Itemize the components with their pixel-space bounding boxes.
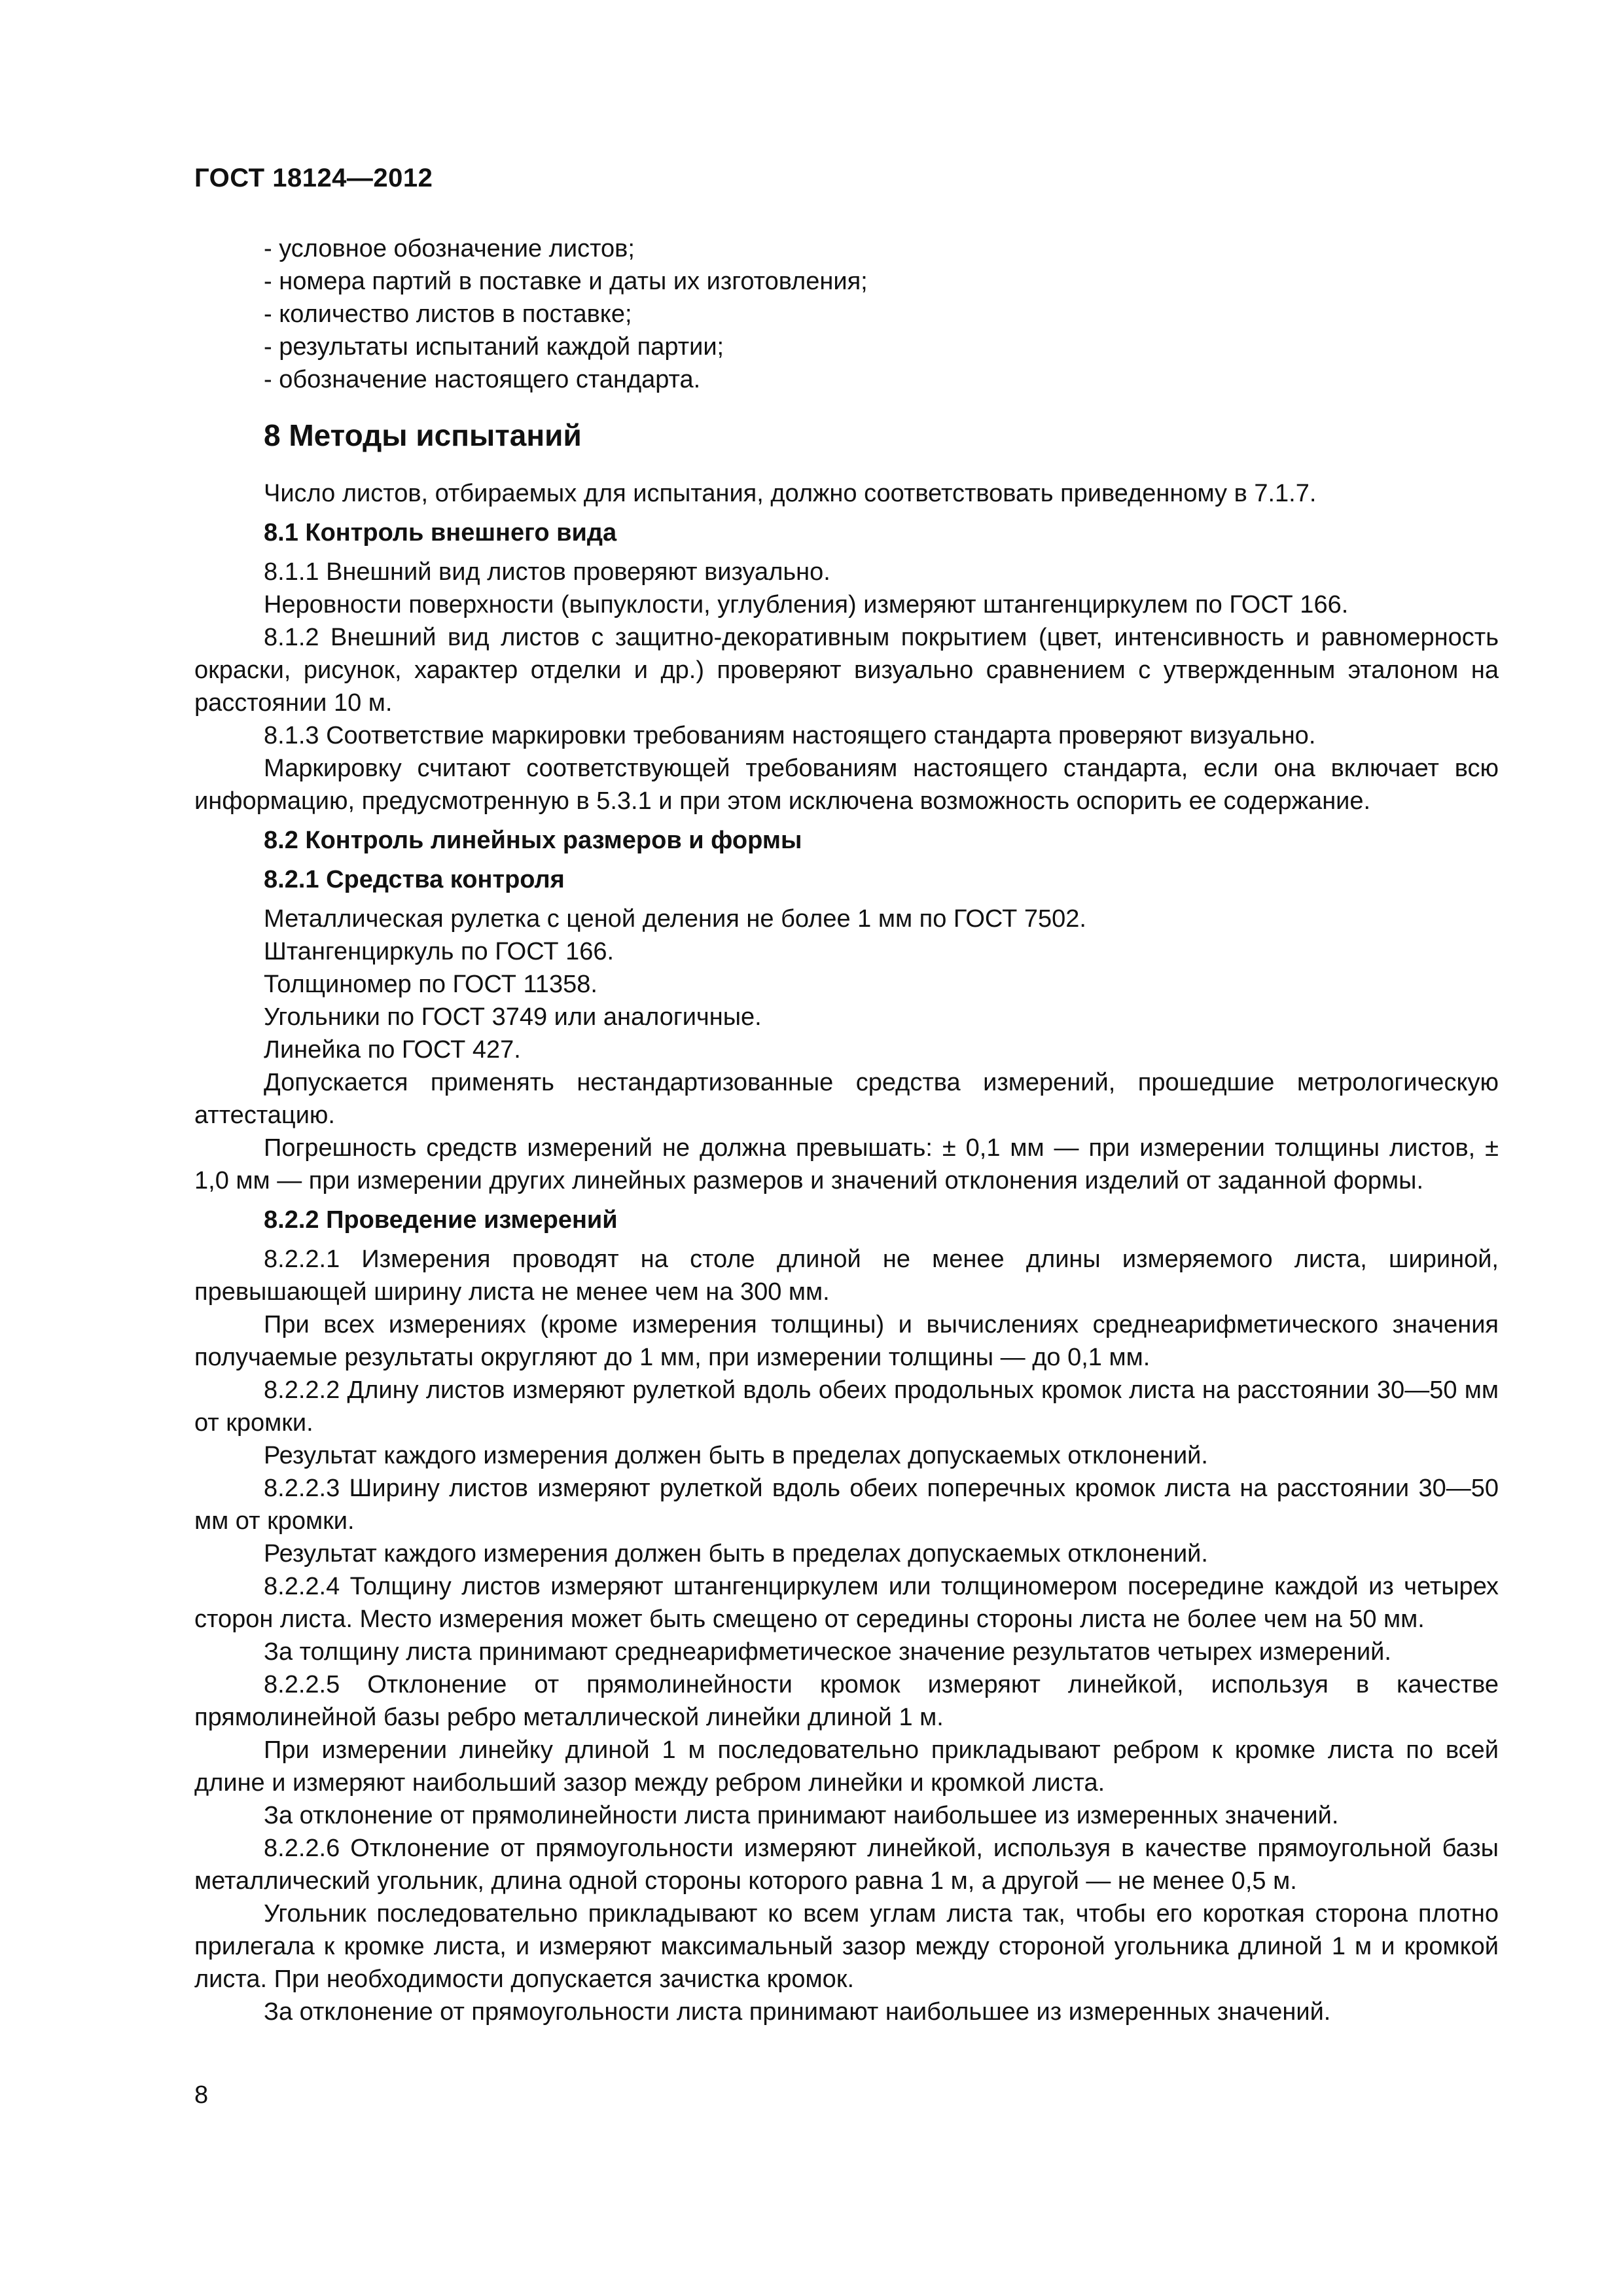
section-8-heading: 8 Методы испытаний xyxy=(264,418,582,452)
standard-header: ГОСТ 18124—2012 xyxy=(194,164,433,192)
tool-item: Угольники по ГОСТ 3749 или аналогичные. xyxy=(264,1003,762,1031)
list-item: - количество листов в поставке; xyxy=(264,300,632,328)
list-item: - номера партий в поставке и даты их изготовления; xyxy=(264,268,868,295)
paragraph: За толщину листа принимают среднеарифметическое значение результатов четырех измерений. xyxy=(264,1638,1391,1666)
paragraph: Допускается применять нестандартизованные средства измерений, прошедшие метрологическую аттестацию. xyxy=(194,1069,1499,1129)
page-number: 8 xyxy=(194,2081,209,2109)
list-item: - обозначение настоящего стандарта. xyxy=(264,366,701,393)
paragraph: Результат каждого измерения должен быть в пределах допускаемых отклонений. xyxy=(264,1540,1208,1568)
paragraph: 8.2.2.1 Измерения проводят на столе длиной не менее длины измеряемого листа, шириной, превышающей ширину листа не менее чем на 300 мм. xyxy=(194,1246,1499,1306)
tool-item: Толщиномер по ГОСТ 11358. xyxy=(264,971,597,998)
paragraph: Угольник последовательно прикладывают ко всем углам листа так, чтобы его короткая сторона плотно прилегала к кромке листа, и измеряют максимальный зазор между стороной угольника длиной 1 м и кромкой листа. При необходимости допускается зачистка кромок. xyxy=(194,1900,1499,1993)
paragraph: 8.2.2.3 Ширину листов измеряют рулеткой вдоль обеих поперечных кромок листа на расстоянии 30—50 мм от кромки. xyxy=(194,1475,1499,1535)
paragraph: Погрешность средств измерений не должна превышать: ± 0,1 мм — при измерении толщины листов, ± 1,0 мм — при измерении других линейных размеров и значений отклонения изделий от заданной формы. xyxy=(194,1134,1499,1194)
paragraph: 8.1.3 Соответствие маркировки требованиям настоящего стандарта проверяют визуально. xyxy=(264,722,1316,749)
paragraph: 8.2.2.2 Длину листов измеряют рулеткой вдоль обеих продольных кромок листа на расстоянии 30—50 мм от кромки. xyxy=(194,1376,1499,1437)
paragraph: За отклонение от прямоугольности листа принимают наибольшее из измеренных значений. xyxy=(264,1998,1331,2026)
paragraph: Неровности поверхности (выпуклости, углубления) измеряют штангенциркулем по ГОСТ 166. xyxy=(264,591,1349,619)
page-body xyxy=(194,232,1499,2028)
paragraph: 8.2.2.6 Отклонение от прямоугольности измеряют линейкой, используя в качестве прямоугольной базы металлический угольник, длина одной стороны которого равна 1 м, а другой — не менее 0,5 м. xyxy=(194,1835,1499,1895)
list-item: - результаты испытаний каждой партии; xyxy=(264,333,724,361)
paragraph: Маркировку считают соответствующей требованиям настоящего стандарта, если она включает всю информацию, предусмотренную в 5.3.1 и при этом исключена возможность оспорить ее содержание. xyxy=(194,755,1499,815)
section-8-intro: Число листов, отбираемых для испытания, должно соответствовать приведенному в 7.1.7. xyxy=(264,480,1317,507)
tool-item: Линейка по ГОСТ 427. xyxy=(264,1036,521,1064)
tool-item: Штангенциркуль по ГОСТ 166. xyxy=(264,938,615,965)
paragraph: При измерении линейку длиной 1 м последовательно прикладывают ребром к кромке листа по всей длине и измеряют наибольший зазор между ребром линейки и кромкой листа. xyxy=(194,1736,1499,1797)
section-8-2-heading: 8.2 Контроль линейных размеров и формы xyxy=(264,827,802,854)
tool-item: Металлическая рулетка с ценой деления не более 1 мм по ГОСТ 7502. xyxy=(264,905,1086,933)
paragraph: Результат каждого измерения должен быть в пределах допускаемых отклонений. xyxy=(264,1442,1208,1469)
paragraph: 8.2.2.4 Толщину листов измеряют штангенциркулем или толщиномером посередине каждой из четырех сторон листа. Место измерения может быть смещено от середины стороны листа не более чем на 50 мм. xyxy=(194,1573,1499,1633)
paragraph: 8.1.1 Внешний вид листов проверяют визуально. xyxy=(264,558,830,586)
section-8-2-2-heading: 8.2.2 Проведение измерений xyxy=(264,1206,618,1234)
paragraph: За отклонение от прямолинейности листа принимают наибольшее из измеренных значений. xyxy=(264,1802,1339,1829)
paragraph: При всех измерениях (кроме измерения толщины) и вычислениях среднеарифметического значения получаемые результаты округляют до 1 мм, при измерении толщины — до 0,1 мм. xyxy=(194,1311,1499,1371)
paragraph: 8.2.2.5 Отклонение от прямолинейности кромок измеряют линейкой, используя в качестве прямолинейной базы ребро металлической линейки длиной 1 м. xyxy=(194,1671,1499,1731)
section-8-2-1-heading: 8.2.1 Средства контроля xyxy=(264,866,565,893)
paragraph: 8.1.2 Внешний вид листов с защитно-декоративным покрытием (цвет, интенсивность и равномерность окраски, рисунок, характер отделки и др.) проверяют визуально сравнением с утвержденным эталоном на расстоянии 10 м. xyxy=(194,624,1499,717)
section-8-1-heading: 8.1 Контроль внешнего вида xyxy=(264,519,617,547)
list-item: - условное обозначение листов; xyxy=(264,235,635,262)
